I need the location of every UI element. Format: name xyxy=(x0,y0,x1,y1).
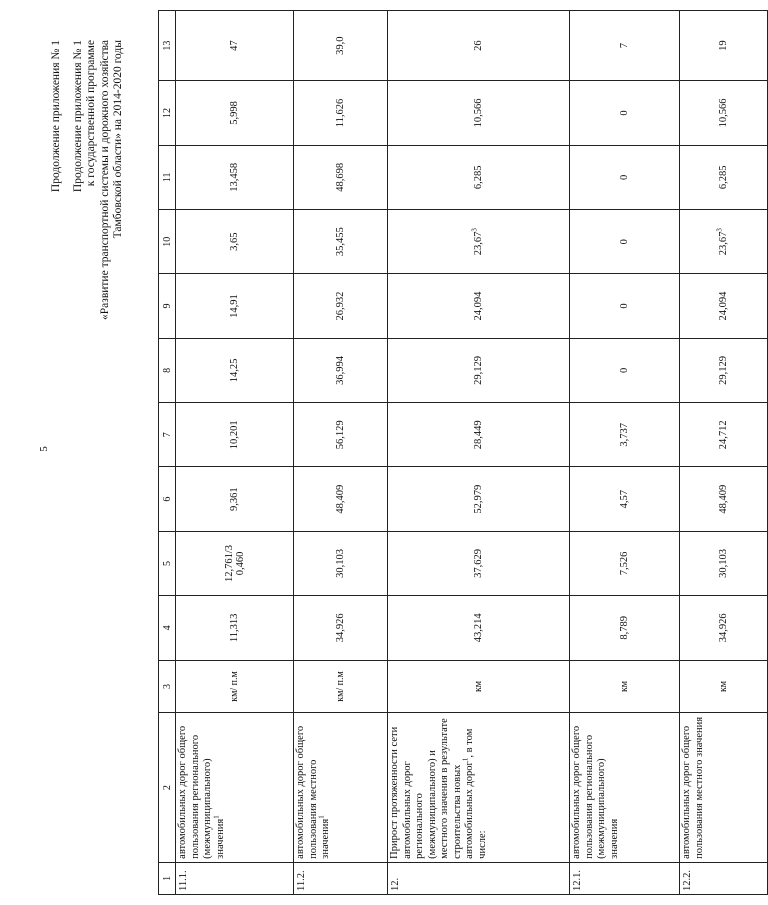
row-number: 12.2. xyxy=(680,862,768,894)
column-number: 13 xyxy=(159,11,176,81)
value-cell xyxy=(176,403,294,467)
indicator-name-suffix: , в том числе: xyxy=(464,728,488,859)
value-text: 8,789 xyxy=(619,616,630,640)
value-text: 10,566 xyxy=(473,98,484,128)
value-cell xyxy=(680,467,768,531)
value-cell xyxy=(570,467,680,531)
value-text: 23,67 xyxy=(718,231,729,256)
header-continuation: Продолжение приложения № 1 xyxy=(50,40,62,193)
value-cell xyxy=(388,11,570,81)
value-cell xyxy=(176,467,294,531)
value-text: 48,409 xyxy=(335,484,346,514)
table-row xyxy=(680,11,768,895)
value-cell xyxy=(176,596,294,660)
value-cell xyxy=(680,210,768,274)
value-text: 6,285 xyxy=(718,165,729,190)
value-cell xyxy=(680,11,768,81)
value-text: 26 xyxy=(473,40,484,51)
value-cell xyxy=(680,338,768,402)
unit-of-measure: км xyxy=(680,660,768,713)
value-text: 47 xyxy=(229,40,240,51)
value-text: 14,91 xyxy=(229,294,240,318)
indicator-name-text: автомобильных дорог общего пользования местного значения xyxy=(681,716,705,859)
header-line-4: Тамбовской области» на 2014-2020 годы xyxy=(112,40,124,239)
value-cell xyxy=(680,274,768,338)
footnote-mark: 1 xyxy=(461,757,470,762)
table-row xyxy=(294,11,388,895)
value-cell xyxy=(294,467,388,531)
appendix-header xyxy=(50,40,126,320)
value-text: 26,932 xyxy=(335,291,346,321)
value-cell xyxy=(294,531,388,595)
value-text: 12,761/3 0,460 xyxy=(223,544,246,582)
value-text: 7 xyxy=(619,43,630,49)
value-cell xyxy=(176,338,294,402)
value-text: 56,129 xyxy=(335,420,346,450)
value-text: 19 xyxy=(718,40,729,51)
value-cell xyxy=(388,81,570,145)
value-text: 29,129 xyxy=(718,355,729,385)
value-text: 39,0 xyxy=(335,36,346,55)
value-text: 29,129 xyxy=(473,355,484,385)
value-cell xyxy=(570,338,680,402)
value-text: 11,313 xyxy=(229,613,240,643)
value-cell xyxy=(570,145,680,209)
value-cell xyxy=(570,403,680,467)
column-number: 7 xyxy=(159,403,176,467)
indicator-name xyxy=(570,713,680,862)
table-row xyxy=(388,11,570,895)
column-number: 10 xyxy=(159,210,176,274)
value-text: 23,67 xyxy=(473,231,484,256)
row-number: 12.1. xyxy=(570,862,680,894)
value-text: 5,998 xyxy=(229,101,240,125)
value-cell xyxy=(680,145,768,209)
column-number: 11 xyxy=(159,145,176,209)
value-cell xyxy=(388,145,570,209)
value-cell xyxy=(570,531,680,595)
indicator-name-text: автомобильных дорог общего пользования местного значения xyxy=(295,725,331,859)
indicator-name xyxy=(294,713,388,862)
value-text: 0 xyxy=(619,367,630,374)
value-cell xyxy=(176,210,294,274)
column-number: 5 xyxy=(159,531,176,595)
value-cell xyxy=(680,596,768,660)
table-row xyxy=(176,11,294,895)
row-number: 12. xyxy=(388,862,570,894)
value-cell xyxy=(176,531,294,595)
value-text: 3,737 xyxy=(619,422,630,447)
value-cell xyxy=(294,596,388,660)
value-text: 10,566 xyxy=(718,98,729,128)
column-number-row xyxy=(159,11,176,895)
column-number: 9 xyxy=(159,274,176,338)
indicators-table xyxy=(158,10,768,895)
value-cell xyxy=(294,274,388,338)
value-text: 11,626 xyxy=(335,98,346,128)
header-line-1: Продолжение приложения № 1 xyxy=(71,40,84,193)
value-text: 10,201 xyxy=(229,420,240,450)
value-text: 4,57 xyxy=(619,489,630,509)
value-cell xyxy=(570,11,680,81)
footnote-mark: 1 xyxy=(317,815,326,819)
column-number: 2 xyxy=(159,713,176,862)
column-number: 8 xyxy=(159,338,176,402)
value-cell xyxy=(294,403,388,467)
table-body xyxy=(176,11,768,895)
column-number: 4 xyxy=(159,596,176,660)
header-line-2: к государственной программе xyxy=(85,40,97,187)
row-number: 11.2. xyxy=(294,862,388,894)
column-number: 6 xyxy=(159,467,176,531)
value-text: 14,25 xyxy=(229,358,240,383)
value-text: 30,103 xyxy=(718,549,729,578)
value-text: 0 xyxy=(619,239,630,245)
value-text: 34,926 xyxy=(718,613,729,643)
value-text: 48,409 xyxy=(718,484,729,514)
value-cell xyxy=(570,274,680,338)
value-text: 34,926 xyxy=(335,613,346,643)
value-cell xyxy=(388,338,570,402)
value-cell xyxy=(680,403,768,467)
value-text: 36,994 xyxy=(335,355,346,385)
value-cell xyxy=(388,403,570,467)
value-text: 6,285 xyxy=(473,165,484,190)
indicator-name xyxy=(680,713,768,862)
column-number: 3 xyxy=(159,660,176,713)
page-number: 5 xyxy=(38,446,50,452)
value-cell xyxy=(388,210,570,274)
column-number: 1 xyxy=(159,862,176,894)
value-text: 24,712 xyxy=(718,420,729,450)
value-cell xyxy=(570,210,680,274)
value-cell xyxy=(680,81,768,145)
value-text: 24,094 xyxy=(718,291,729,321)
value-cell xyxy=(176,11,294,81)
value-cell xyxy=(294,145,388,209)
indicator-name-text: автомобильных дорог общего пользования регионального (межмуниципального) значения xyxy=(177,725,226,859)
unit-of-measure: км xyxy=(388,660,570,713)
header-line-3: «Развитие транспортной системы и дорожного хозяйства xyxy=(98,40,111,320)
value-cell xyxy=(388,467,570,531)
footnote-mark: 1 xyxy=(212,815,220,819)
value-text: 0 xyxy=(619,110,630,116)
value-text: 0 xyxy=(619,174,630,180)
value-text: 9,361 xyxy=(229,487,240,511)
value-cell xyxy=(570,81,680,145)
value-cell xyxy=(176,81,294,145)
value-cell xyxy=(388,596,570,660)
value-cell xyxy=(176,145,294,209)
indicator-name-text: автомобильных дорог общего пользования регионального (межмуниципального) значения xyxy=(571,725,620,859)
table-row xyxy=(570,11,680,895)
value-cell xyxy=(294,81,388,145)
value-cell xyxy=(570,596,680,660)
row-number: 11.1. xyxy=(176,862,294,894)
indicator-name xyxy=(388,713,570,862)
value-cell xyxy=(388,531,570,595)
value-cell xyxy=(388,274,570,338)
value-text: 24,094 xyxy=(473,291,484,321)
value-text: 13,458 xyxy=(229,162,240,192)
value-text: 3,65 xyxy=(229,232,240,251)
value-text: 37,629 xyxy=(473,549,484,578)
value-cell xyxy=(680,531,768,595)
column-number: 12 xyxy=(159,81,176,145)
indicator-name-text: Прирост протяженности сети автомобильных дорог регионального (межмуниципального) и местного значения в результате строительства новых автомобильных дорог xyxy=(389,718,475,859)
indicator-name xyxy=(176,713,294,862)
value-text: 0 xyxy=(619,303,630,309)
unit-of-measure: км xyxy=(570,660,680,713)
value-text: 52,979 xyxy=(473,484,484,514)
footnote-mark: 3 xyxy=(715,228,724,232)
value-text: 48,698 xyxy=(335,162,346,192)
value-cell xyxy=(294,11,388,81)
unit-of-measure: км/ п.м xyxy=(176,660,294,713)
unit-of-measure: км/ п.м xyxy=(294,660,388,713)
value-text: 30,103 xyxy=(335,549,346,578)
value-text: 28,449 xyxy=(473,420,484,450)
footnote-mark: 3 xyxy=(470,228,479,232)
value-cell xyxy=(176,274,294,338)
value-cell xyxy=(294,338,388,402)
value-cell xyxy=(294,210,388,274)
value-text: 7,526 xyxy=(619,551,630,576)
value-text: 35,455 xyxy=(335,227,346,257)
value-text: 43,214 xyxy=(473,613,484,643)
